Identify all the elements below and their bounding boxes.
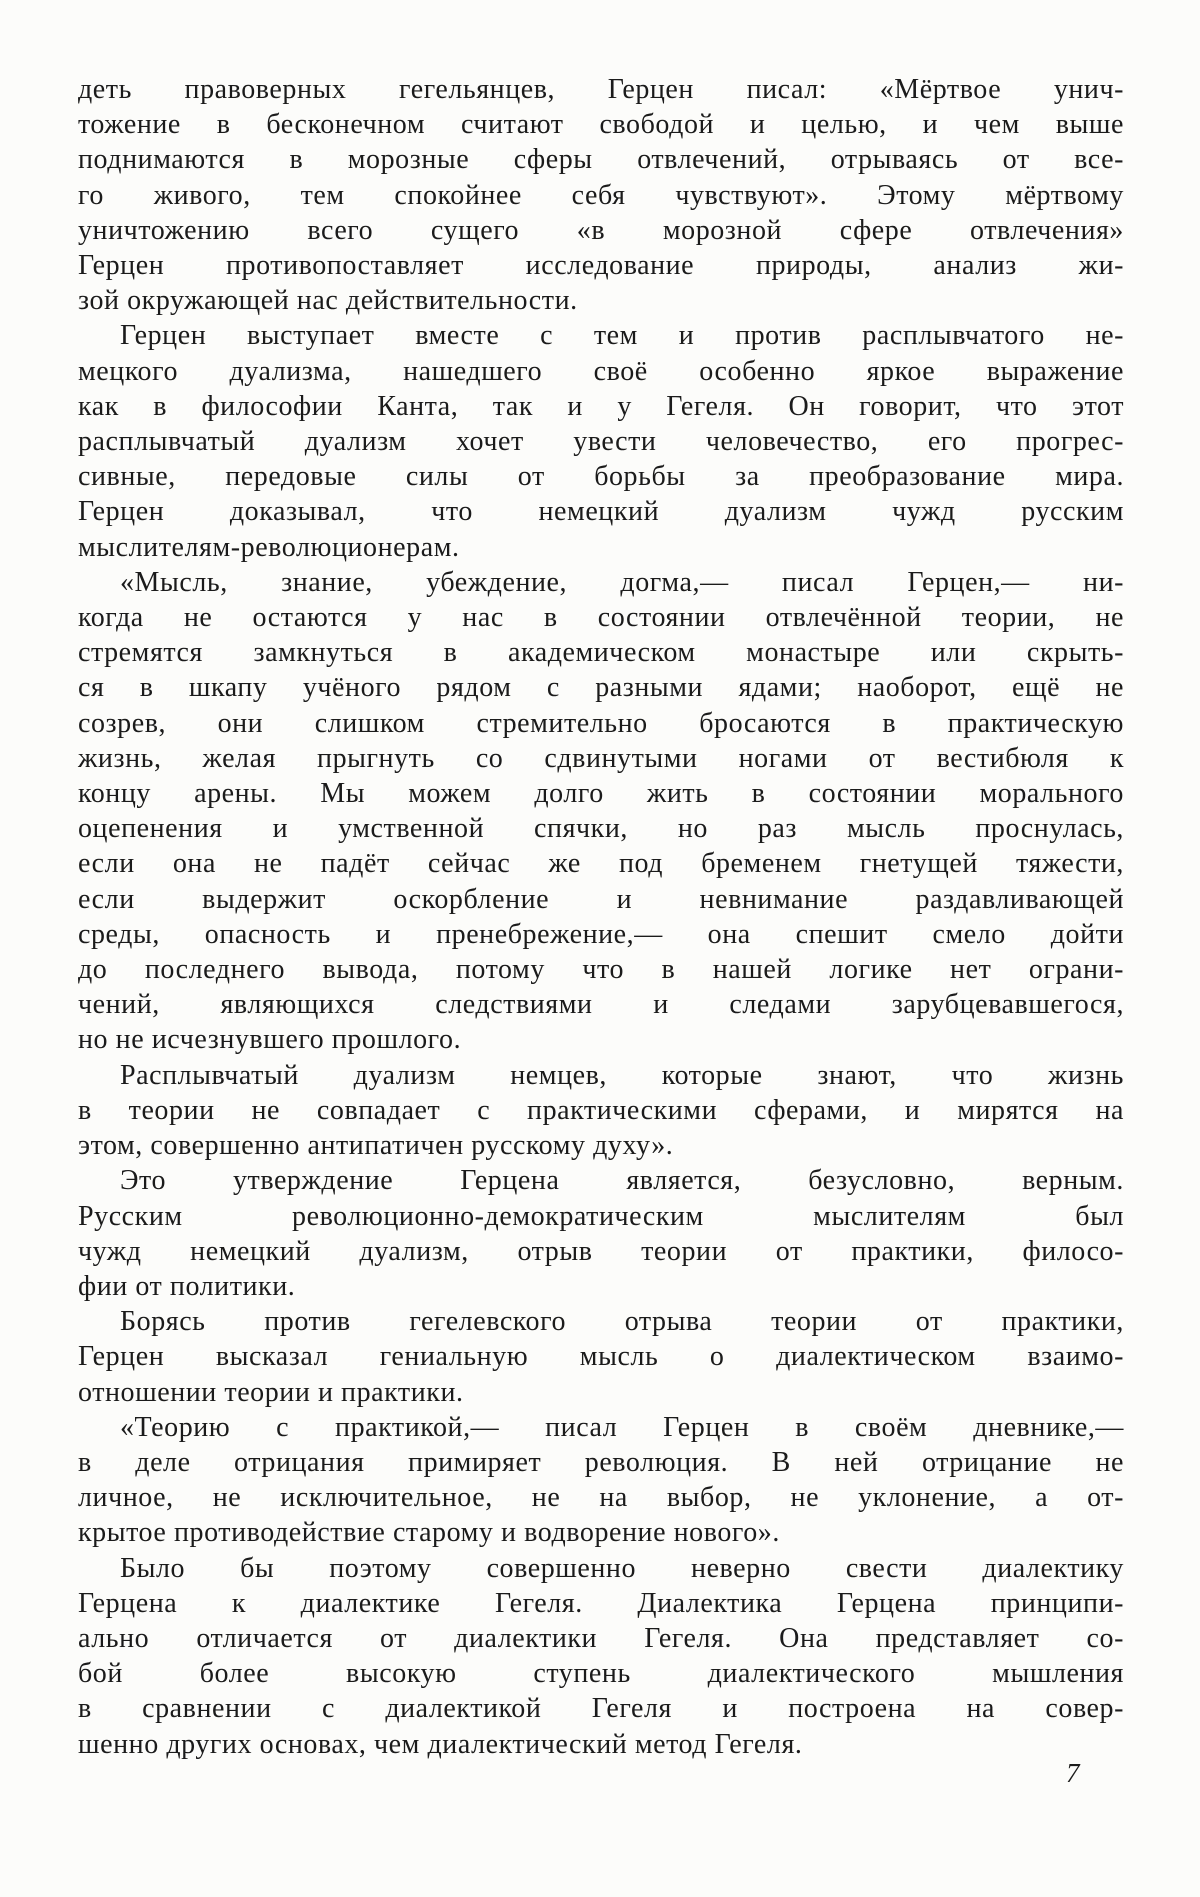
text-line: фии от политики. (78, 1270, 296, 1302)
text-line: личное, не исключительное, не на выбор, не уклонение, а от- (78, 1482, 1124, 1514)
text-line: этом, совершенно антипатичен русскому духу». (78, 1130, 674, 1162)
text-line: Герцена к диалектике Гегеля. Диалектика Герцена принципи- (78, 1587, 1124, 1619)
paragraph (78, 1551, 1124, 1762)
text-line: зой окружающей нас действительности. (78, 285, 578, 317)
paragraph (78, 72, 1124, 318)
text-line: жизнь, желая прыгнуть со сдвинутыми ногами от вестибюля к (78, 742, 1124, 774)
text-line: но не исчезнувшего прошлого. (78, 1024, 462, 1056)
text-line: если она не падёт сейчас же под бременем гнетущей тяжести, (78, 848, 1124, 880)
text-line: ся в шкапу учёного рядом с разными ядами; наоборот, ещё не (78, 672, 1124, 704)
text-line: когда не остаются у нас в состоянии отвлечённой теории, не (78, 602, 1124, 634)
text-line: отношении теории и практики. (78, 1376, 464, 1408)
text-line: Русским революционно-демократическим мыслителям был (78, 1200, 1124, 1232)
text-line: Герцен доказывал, что немецкий дуализм чужд русским (78, 496, 1124, 528)
page-number: 7 (1066, 1758, 1080, 1788)
text-line: мыслителям-революционерам. (78, 531, 460, 563)
paragraph (78, 565, 1124, 1058)
text-line: Это утверждение Герцена является, безусловно, верным. (120, 1165, 1124, 1197)
text-line: Герцен выступает вместе с тем и против расплывчатого не- (120, 320, 1124, 352)
text-line: Борясь против гегелевского отрыва теории от практики, (120, 1306, 1124, 1338)
text-line: чений, являющихся следствиями и следами зарубцевавшегося, (78, 989, 1124, 1021)
text-line: в теории не совпадает с практическими сферами, и мирятся на (78, 1094, 1124, 1126)
text-line: Было бы поэтому совершенно неверно свести диалектику (120, 1552, 1124, 1584)
text-line: оцепенения и умственной спячки, но раз мысль проснулась, (78, 813, 1124, 845)
text-line: шенно других основах, чем диалектический метод Гегеля. (78, 1728, 803, 1760)
text-line: среды, опасность и пренебрежение,— она спешит смело дойти (78, 918, 1124, 950)
text-line: стремятся замкнуться в академическом монастыре или скрыть- (78, 637, 1124, 669)
text-line: если выдержит оскорбление и невнимание раздавливающей (78, 883, 1124, 915)
paragraph (78, 1304, 1124, 1410)
text-line: «Теорию с практикой,— писал Герцен в своём дневнике,— (120, 1411, 1124, 1443)
text-line: «Мысль, знание, убеждение, догма,— писал Герцен,— ни- (120, 566, 1124, 598)
text-line: до последнего вывода, потому что в нашей логике нет ограни- (78, 954, 1124, 986)
text-line: концу арены. Мы можем долго жить в состоянии морального (78, 778, 1124, 810)
text-line: деть правоверных гегельянцев, Герцен писал: «Мёртвое унич- (78, 74, 1124, 105)
text-line: как в философии Канта, так и у Гегеля. Он говорит, что этот (78, 390, 1124, 422)
text-line: мецкого дуализма, нашедшего своё особенно яркое выражение (78, 355, 1124, 387)
text-line: сивные, передовые силы от борьбы за преобразование мира. (78, 461, 1124, 493)
text-line: го живого, тем спокойнее себя чувствуют». Этому мёртвому (78, 179, 1124, 211)
text-block (78, 72, 1124, 1762)
text-line: уничтожению всего сущего «в морозной сфере отвлечения» (78, 214, 1124, 246)
text-line: Герцен противопоставляет исследование природы, анализ жи- (78, 250, 1124, 282)
text-line: чужд немецкий дуализм, отрыв теории от практики, филосо- (78, 1235, 1124, 1267)
paragraph (78, 1163, 1124, 1304)
text-line: бой более высокую ступень диалектического мышления (78, 1658, 1124, 1690)
paragraph (78, 318, 1124, 564)
text-line: поднимаются в морозные сферы отвлечений, отрываясь от все- (78, 144, 1124, 176)
text-line: ально отличается от диалектики Гегеля. Она представляет со- (78, 1622, 1124, 1654)
paragraph (78, 1058, 1124, 1164)
paragraph (78, 1410, 1124, 1551)
text-line: Герцен высказал гениальную мысль о диалектическом взаимо- (78, 1341, 1124, 1373)
text-line: крытое противодействие старому и водворение нового». (78, 1517, 780, 1549)
text-line: созрев, они слишком стремительно бросаются в практическую (78, 707, 1124, 739)
text-line: в деле отрицания примиряет революция. В ней отрицание не (78, 1446, 1124, 1478)
text-line: в сравнении с диалектикой Гегеля и построена на совер- (78, 1693, 1124, 1725)
text-line: Расплывчатый дуализм немцев, которые знают, что жизнь (120, 1059, 1124, 1091)
text-line: расплывчатый дуализм хочет увести человечество, его прогрес- (78, 426, 1124, 458)
text-line: тожение в бесконечном считают свободой и целью, и чем выше (78, 109, 1124, 141)
